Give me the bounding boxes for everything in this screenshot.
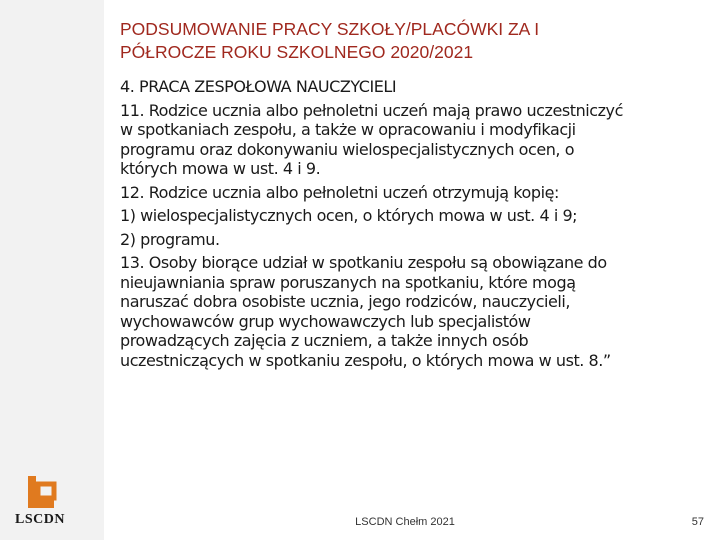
paragraph-13 [120,253,700,370]
paragraph-12-item-2: 2) programu. [120,229,220,249]
paragraph-line: prowadzących zajęcia z uczniem, a także innych osób [120,331,529,350]
logo-text: LSCDN [15,512,65,527]
slide-sidebar [0,0,104,540]
paragraph-line: w spotkaniach zespołu, a także w opracowaniu i modyfikacji [120,120,576,139]
lscdn-logo [10,474,70,534]
paragraph-line: naruszać dobra osobiste ucznia, jego rodziców, nauczycieli, [120,292,571,311]
paragraph-line: wychowawców grup wychowawczych lub specjalistów [120,311,531,331]
slide-title [120,18,700,64]
page-number: 57 [691,516,704,528]
paragraph-line: uczestniczących w spotkaniu zespołu, o których mowa w ust. 8.” [120,350,611,370]
slide-body [120,77,700,374]
title-line-1: PODSUMOWANIE PRACY SZKOŁY/PLACÓWKI ZA I [120,19,540,39]
paragraph-line: których mowa w ust. 4 i 9. [120,159,321,178]
paragraph-line: programu oraz dokonywaniu wielospecjalistycznych ocen, o [120,139,575,159]
lscdn-logo-icon [24,474,58,510]
paragraph-12-item-1: 1) wielospecjalistycznych ocen, o których mowa w ust. 4 i 9; [120,206,578,225]
paragraph-line: 11. Rodzice ucznia albo pełnoletni uczeń mają prawo uczestniczyć [120,100,623,120]
paragraph-11 [120,101,700,179]
paragraph-line: 13. Osoby biorące udział w spotkaniu zespołu są obowiązane do [120,253,607,272]
paragraph-12: 12. Rodzice ucznia albo pełnoletni uczeń otrzymują kopię: [120,182,559,202]
footer-text: LSCDN Chełm 2021 [355,516,455,528]
section-heading: 4. PRACA ZESPOŁOWA NAUCZYCIELI [120,77,397,96]
paragraph-line: nieujawniania spraw poruszanych na spotkaniu, które mogą [120,272,576,292]
title-line-2: PÓŁROCZE ROKU SZKOLNEGO 2020/2021 [120,42,474,62]
